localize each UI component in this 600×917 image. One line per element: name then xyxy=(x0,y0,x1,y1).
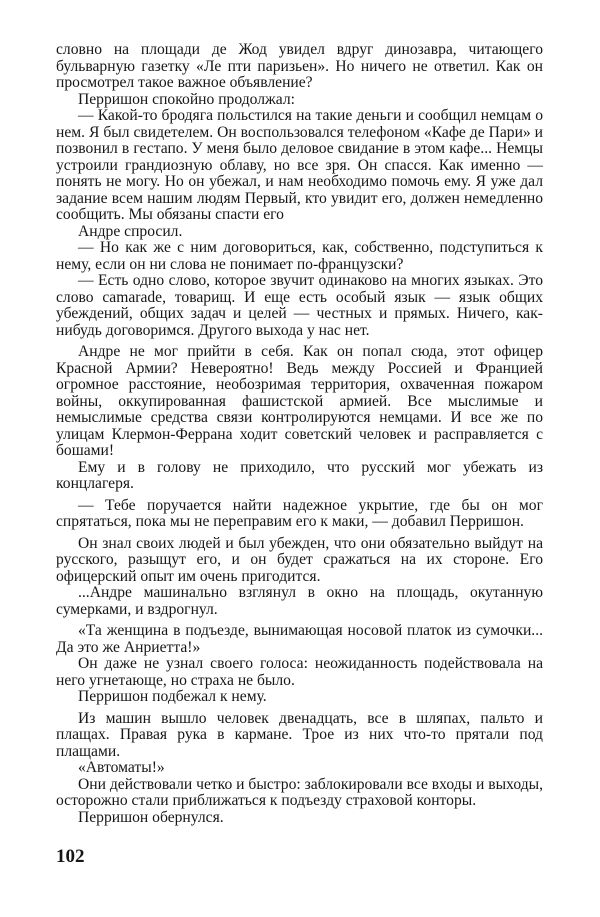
book-page-body xyxy=(56,42,543,826)
paragraph-15: Из машин вышло человек двенадцать, все в шляпах, пальто и плащах. Правая рука в кармане. Трое из них что-то прятали под плащами. xyxy=(56,709,543,760)
paragraph-9: — Тебе поручается найти надежное укрытие, где бы он мог спрятаться, пока мы не переправим его к маки, — добавил Перришон. xyxy=(56,496,543,530)
paragraph-14: Перришон подбежал к нему. xyxy=(78,688,267,705)
paragraph-7: Андре не мог прийти в себя. Как он попал сюда, этот офицер Красной Армии? Невероятно! Ведь между Россией и Францией огромное расстояние, необозримая территория, охваченная пожаром войны, оккупированная фашистской армией. Все мыслимые и немыслимые средства связи контролируются немцами. И все же по улицам Клермон-Феррана ходит советский человек и расправляется с бошами! xyxy=(56,343,543,459)
paragraph-10: Он знал своих людей и был убежден, что они обязательно выйдут на русского, разыщут его, и он будет сражаться на их стороне. Его офицерский опыт им очень пригодится. xyxy=(56,534,543,585)
paragraph-16: «Автоматы!» xyxy=(78,759,165,776)
paragraph-3: — Какой-то бродяга польстился на такие деньги и сообщил немцам о нем. Я был свидетелем. Он воспользовался телефоном «Кафе де Пари» и позвонил в гестапо. У меня было деловое свидание в этом кафе... Немцы устроили грандиозную облаву, но все зря. Он спасся. Как именно — понять не могу. Но он убежал, и нам необходимо помочь ему. Я уже дал задание всем нашим людям Первый, кто увидит его, должен немедленно сообщить. Мы обязаны спасти его xyxy=(56,107,543,223)
paragraph-1: словно на площади де Жод увидел вдруг динозавра, читающего бульварную газетку «Ле пти паризьен». Но ничего не ответил. Как он просмотрел такое важное объявление? xyxy=(56,41,543,91)
paragraph-6: — Есть одно слово, которое звучит одинаково на многих языках. Это слово camarade, товарищ. И еще есть особый язык — язык общих убеждений, общих задач и целей — честных и прямых. Ничего, как-нибудь договоримся. Другого выхода у нас нет. xyxy=(56,272,543,339)
paragraph-13: Он даже не узнал своего голоса: неожиданность подействовала на него угнетающе, но страха не было. xyxy=(56,655,543,689)
page-number: 102 xyxy=(56,846,85,867)
paragraph-12: «Та женщина в подъезде, вынимающая носовой платок из сумочки... Да это же Анриетта!» xyxy=(56,622,543,656)
paragraph-17: Они действовали четко и быстро: заблокировали все входы и выходы, осторожно стали приближаться к подъезду страховой конторы. xyxy=(56,775,543,809)
paragraph-5: — Но как же с ним договориться, как, собственно, подступиться к нему, если он ни слова не понимает по-французски? xyxy=(56,239,543,273)
paragraph-18: Перришон обернулся. xyxy=(78,808,224,826)
paragraph-8: Ему и в голову не приходило, что русский мог убежать из концлагеря. xyxy=(56,458,543,492)
paragraph-11: ...Андре машинально взглянул в окно на площадь, окутанную сумерками, и вздрогнул. xyxy=(56,584,543,618)
paragraph-2: Перришон спокойно продолжал: xyxy=(78,90,295,108)
paragraph-4: Андре спросил. xyxy=(78,222,183,240)
